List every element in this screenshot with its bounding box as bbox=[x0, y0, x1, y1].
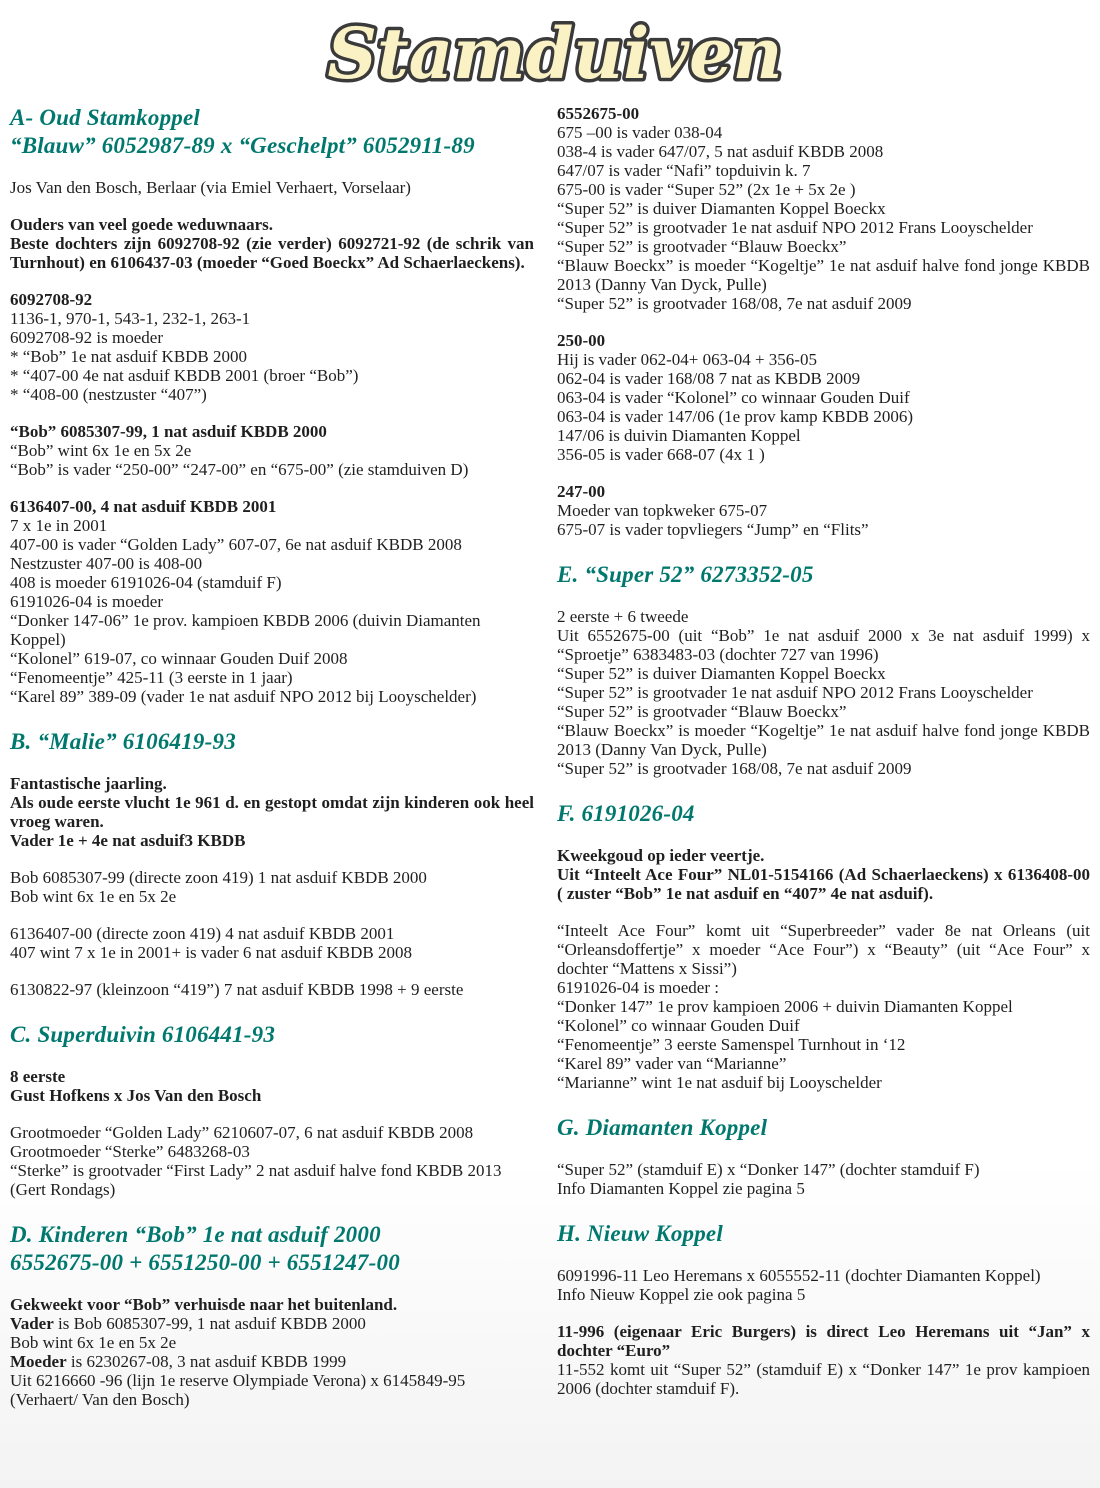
bold-line: Kweekgoud op ieder veertje. bbox=[557, 846, 765, 865]
masthead bbox=[10, 6, 1090, 100]
bold-line: 11-996 (eigenaar Eric Burgers) is direct Leo Heremans uit “Jan” x dochter “Euro” bbox=[557, 1322, 1090, 1360]
bold-line: Fantastische jaarling. bbox=[10, 774, 167, 793]
text-line: * “Bob” 1e nat asduif KBDB 2000 bbox=[10, 347, 248, 366]
paragraph bbox=[557, 607, 1090, 778]
text-line: 7 x 1e in 2001 bbox=[10, 516, 108, 535]
text-line: 062-04 is vader 168/08 7 nat as KBDB 2009 bbox=[557, 369, 861, 388]
text-line: “Super 52” (stamduif E) x “Donker 147” (dochter stamduif F) bbox=[557, 1160, 980, 1179]
heading-line: C. Superduivin 6106441-93 bbox=[10, 1022, 276, 1047]
bold-line: Beste dochters zijn 6092708-92 (zie verder) 6092721-92 (de schrik van Turnhout) en 6106437-03 (moeder “Goed Boeckx” Ad Schaerlaeckens). bbox=[10, 234, 534, 272]
text-line: “Blauw Boeckx” is moeder “Kogeltje” 1e nat asduif halve fond jonge KBDB 2013 (Danny Van Dyck, Pulle) bbox=[557, 256, 1090, 294]
text-line: Nestzuster 407-00 is 408-00 bbox=[10, 554, 203, 573]
text-line: “Super 52” is grootvader 1e nat asduif NPO 2012 Frans Looyschelder bbox=[557, 218, 1033, 237]
text-line: Bob wint 6x 1e en 5x 2e bbox=[10, 1333, 177, 1352]
section-heading bbox=[557, 1220, 1090, 1248]
text-line: “Super 52” is duiver Diamanten Koppel Boeckx bbox=[557, 199, 886, 218]
plain-text: is 6230267-08, 3 nat asduif KBDB 1999 bbox=[66, 1352, 347, 1371]
heading-line: D. Kinderen “Bob” 1e nat asduif 2000 bbox=[10, 1222, 381, 1247]
heading-line: F. 6191026-04 bbox=[557, 801, 695, 826]
heading-line: 6552675-00 + 6551250-00 + 6551247-00 bbox=[10, 1250, 400, 1275]
heading-line: “Blauw” 6052987-89 x “Geschelpt” 6052911-89 bbox=[10, 133, 475, 158]
text-line: “Super 52” is duiver Diamanten Koppel Boeckx bbox=[557, 664, 886, 683]
bold-text: Moeder bbox=[10, 1352, 67, 1371]
section-heading bbox=[10, 1021, 534, 1049]
bold-line: 6136407-00, 4 nat asduif KBDB 2001 bbox=[10, 497, 277, 516]
paragraph bbox=[557, 921, 1090, 1092]
section-heading bbox=[557, 1114, 1090, 1142]
text-line: “Super 52” is grootvader “Blauw Boeckx” bbox=[557, 237, 847, 256]
text-line: 6136407-00 (directe zoon 419) 4 nat asduif KBDB 2001 bbox=[10, 924, 395, 943]
text-line: 2 eerste + 6 tweede bbox=[557, 607, 689, 626]
text-line: 407-00 is vader “Golden Lady” 607-07, 6e nat asduif KBDB 2008 bbox=[10, 535, 462, 554]
bold-line: Gekweekt voor “Bob” verhuisde naar het buitenland. bbox=[10, 1295, 398, 1314]
text-line: “Kolonel” 619-07, co winnaar Gouden Duif 2008 bbox=[10, 649, 348, 668]
text-line: “Sterke” is grootvader “First Lady” 2 nat asduif halve fond KBDB 2013 (Gert Rondags) bbox=[10, 1161, 502, 1199]
text-line: 675-07 is vader topvliegers “Jump” en “Flits” bbox=[557, 520, 869, 539]
text-line: 407 wint 7 x 1e in 2001+ is vader 6 nat asduif KBDB 2008 bbox=[10, 943, 412, 962]
paragraph bbox=[557, 331, 1090, 464]
text-line: “Blauw Boeckx” is moeder “Kogeltje” 1e nat asduif halve fond jonge KBDB 2013 (Danny Van Dyck, Pulle) bbox=[557, 721, 1090, 759]
section-heading bbox=[10, 104, 534, 160]
bold-line: Gust Hofkens x Jos Van den Bosch bbox=[10, 1086, 262, 1105]
bold-line: 250-00 bbox=[557, 331, 606, 350]
text-line: * “408-00 (nestzuster “407”) bbox=[10, 385, 207, 404]
text-line: “Super 52” is grootvader 1e nat asduif NPO 2012 Frans Looyschelder bbox=[557, 683, 1033, 702]
paragraph bbox=[10, 1123, 534, 1199]
paragraph bbox=[10, 215, 534, 272]
text-line: 6091996-11 Leo Heremans x 6055552-11 (dochter Diamanten Koppel) bbox=[557, 1266, 1041, 1285]
section-heading bbox=[557, 800, 1090, 828]
text-line: “Fenomeentje” 425-11 (3 eerste in 1 jaar) bbox=[10, 668, 293, 687]
text-line: “Donker 147” 1e prov kampioen 2006 + duivin Diamanten Koppel bbox=[557, 997, 1013, 1016]
text-line: “Marianne” wint 1e nat asduif bij Looyschelder bbox=[557, 1073, 882, 1092]
text-line bbox=[10, 1314, 534, 1333]
section-heading bbox=[10, 1221, 534, 1277]
text-line: “Bob” wint 6x 1e en 5x 2e bbox=[10, 441, 192, 460]
page-title: Stamduiven bbox=[327, 12, 783, 95]
left-column bbox=[10, 104, 534, 1427]
section-heading bbox=[557, 561, 1090, 589]
bold-line: Vader 1e + 4e nat asduif3 KBDB bbox=[10, 831, 246, 850]
bold-line: Uit “Inteelt Ace Four” NL01-5154166 (Ad Schaerlaeckens) x 6136408-00 ( zuster “Bob” 1e nat asduif en “407” 4e nat asduif). bbox=[557, 865, 1090, 903]
text-line: Uit 6552675-00 (uit “Bob” 1e nat asduif 2000 x 3e nat asduif 1999) x “Sproetje” 6383483-03 (dochter 727 van 1996) bbox=[557, 626, 1090, 664]
text-line: Bob wint 6x 1e en 5x 2e bbox=[10, 887, 177, 906]
text-line: 6191026-04 is moeder bbox=[10, 592, 163, 611]
paragraph bbox=[10, 422, 534, 479]
text-line: “Fenomeentje” 3 eerste Samenspel Turnhout in ‘12 bbox=[557, 1035, 906, 1054]
text-line: * “407-00 4e nat asduif KBDB 2001 (broer “Bob”) bbox=[10, 366, 359, 385]
text-line: “Donker 147-06” 1e prov. kampioen KBDB 2006 (duivin Diamanten Koppel) bbox=[10, 611, 481, 649]
text-line: Grootmoeder “Golden Lady” 6210607-07, 6 nat asduif KBDB 2008 bbox=[10, 1123, 474, 1142]
text-line: Uit 6216660 -96 (lijn 1e reserve Olympiade Verona) x 6145849-95 (Verhaert/ Van den Bosch) bbox=[10, 1371, 466, 1409]
bold-line: 6552675-00 bbox=[557, 104, 640, 123]
right-column bbox=[557, 104, 1090, 1427]
paragraph bbox=[557, 482, 1090, 539]
bold-text: Vader bbox=[10, 1314, 54, 1333]
heading-line: B. “Malie” 6106419-93 bbox=[10, 729, 236, 754]
bold-line: 6092708-92 bbox=[10, 290, 93, 309]
text-line: 6191026-04 is moeder : bbox=[557, 978, 719, 997]
paragraph bbox=[557, 104, 1090, 313]
paragraph bbox=[557, 1160, 1090, 1198]
paragraph bbox=[10, 1295, 534, 1409]
text-line: “Karel 89” vader van “Marianne” bbox=[557, 1054, 787, 1073]
title-artwork bbox=[10, 6, 1100, 100]
plain-text: is Bob 6085307-99, 1 nat asduif KBDB 2000 bbox=[53, 1314, 366, 1333]
text-line: “Super 52” is grootvader 168/08, 7e nat asduif 2009 bbox=[557, 759, 912, 778]
paragraph bbox=[10, 178, 534, 197]
text-line: Bob 6085307-99 (directe zoon 419) 1 nat asduif KBDB 2000 bbox=[10, 868, 427, 887]
heading-line: G. Diamanten Koppel bbox=[557, 1115, 768, 1140]
text-line: 1136-1, 970-1, 543-1, 232-1, 263-1 bbox=[10, 309, 251, 328]
content-columns bbox=[10, 104, 1090, 1427]
paragraph bbox=[10, 868, 534, 906]
bold-line: “Bob” 6085307-99, 1 nat asduif KBDB 2000 bbox=[10, 422, 327, 441]
text-line: Grootmoeder “Sterke” 6483268-03 bbox=[10, 1142, 250, 1161]
paragraph bbox=[10, 774, 534, 850]
text-line: 147/06 is duivin Diamanten Koppel bbox=[557, 426, 801, 445]
text-line: 6130822-97 (kleinzoon “419”) 7 nat asduif KBDB 1998 + 9 eerste bbox=[10, 980, 464, 999]
paragraph bbox=[557, 1266, 1090, 1304]
text-line: “Inteelt Ace Four” komt uit “Superbreeder” vader 8e nat Orleans (uit “Orleansdoffertje” x moeder “Ace Four”) x “Beauty” (uit “Ace Four” x dochter “Mattens x Sissi”) bbox=[557, 921, 1090, 978]
bold-line: 8 eerste bbox=[10, 1067, 66, 1086]
bold-line: Als oude eerste vlucht 1e 961 d. en gestopt omdat zijn kinderen ook heel vroeg waren. bbox=[10, 793, 534, 831]
text-line: “Super 52” is grootvader “Blauw Boeckx” bbox=[557, 702, 847, 721]
paragraph bbox=[557, 846, 1090, 903]
paragraph bbox=[557, 1322, 1090, 1398]
text-line: “Kolonel” co winnaar Gouden Duif bbox=[557, 1016, 800, 1035]
text-line: 408 is moeder 6191026-04 (stamduif F) bbox=[10, 573, 282, 592]
text-line: 038-4 is vader 647/07, 5 nat asduif KBDB 2008 bbox=[557, 142, 884, 161]
paragraph bbox=[10, 290, 534, 404]
text-line: 675 –00 is vader 038-04 bbox=[557, 123, 723, 142]
paragraph bbox=[10, 924, 534, 962]
text-line: “Super 52” is grootvader 168/08, 7e nat asduif 2009 bbox=[557, 294, 912, 313]
heading-line: H. Nieuw Koppel bbox=[557, 1221, 723, 1246]
heading-line: A- Oud Stamkoppel bbox=[10, 105, 200, 130]
bold-line: 247-00 bbox=[557, 482, 606, 501]
text-line: Info Nieuw Koppel zie ook pagina 5 bbox=[557, 1285, 806, 1304]
section-heading bbox=[10, 728, 534, 756]
text-line: Jos Van den Bosch, Berlaar (via Emiel Verhaert, Vorselaar) bbox=[10, 178, 411, 197]
text-line: Info Diamanten Koppel zie pagina 5 bbox=[557, 1179, 805, 1198]
paragraph bbox=[10, 497, 534, 706]
text-line: “Karel 89” 389-09 (vader 1e nat asduif NPO 2012 bij Looyschelder) bbox=[10, 687, 477, 706]
text-line: 675-00 is vader “Super 52” (2x 1e + 5x 2e ) bbox=[557, 180, 856, 199]
text-line bbox=[10, 1352, 534, 1371]
paragraph bbox=[10, 1067, 534, 1105]
text-line: “Bob” is vader “250-00” “247-00” en “675-00” (zie stamduiven D) bbox=[10, 460, 469, 479]
text-line: 6092708-92 is moeder bbox=[10, 328, 163, 347]
text-line: 647/07 is vader “Nafi” topduivin k. 7 bbox=[557, 161, 811, 180]
text-line: Hij is vader 062-04+ 063-04 + 356-05 bbox=[557, 350, 817, 369]
heading-line: E. “Super 52” 6273352-05 bbox=[557, 562, 814, 587]
text-line: Moeder van topkweker 675-07 bbox=[557, 501, 768, 520]
text-line: 063-04 is vader “Kolonel” co winnaar Gouden Duif bbox=[557, 388, 910, 407]
text-line: 063-04 is vader 147/06 (1e prov kamp KBDB 2006) bbox=[557, 407, 914, 426]
text-line: 356-05 is vader 668-07 (4x 1 ) bbox=[557, 445, 765, 464]
text-line: 11-552 komt uit “Super 52” (stamduif E) x “Donker 147” 1e prov kampioen 2006 (dochter stamduif F). bbox=[557, 1360, 1090, 1398]
paragraph bbox=[10, 980, 534, 999]
bold-line: Ouders van veel goede weduwnaars. bbox=[10, 215, 274, 234]
